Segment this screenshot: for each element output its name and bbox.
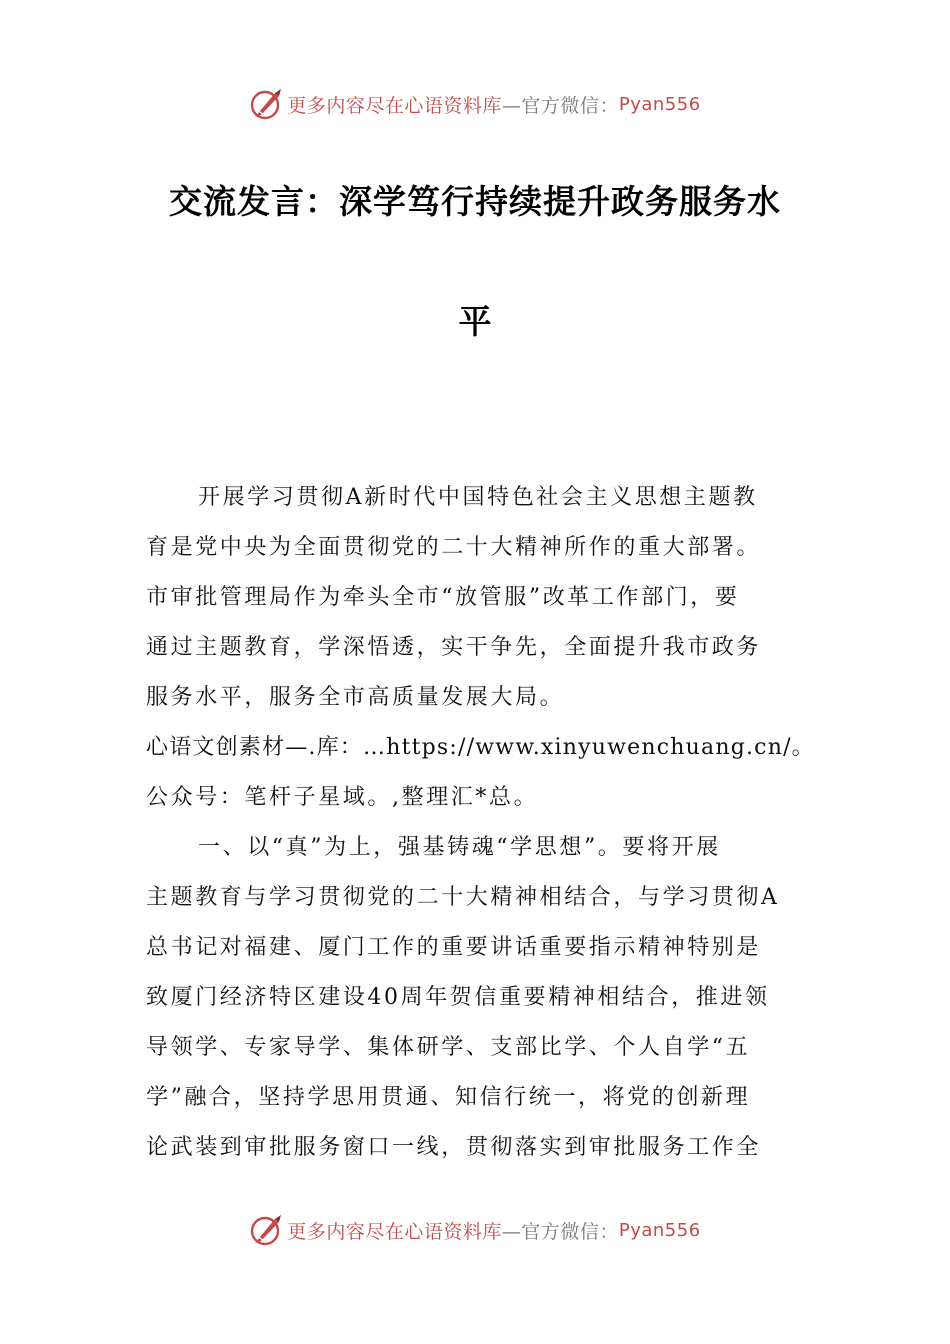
paragraph-line: 一、以“真”为上，强基铸魂“学思想”。要将开展 [198, 835, 721, 860]
quill-pen-logo-icon [249, 87, 283, 121]
footer-watermark [0, 1210, 950, 1250]
paragraph-line: 致厦门经济特区建设40周年贺信重要精神相结合，推进领 [146, 985, 770, 1010]
watermark-wechat-id: Pyan556 [618, 1219, 701, 1241]
paragraph-line: 主题教育与学习贯彻党的二十大精神相结合，与学习贯彻A [146, 885, 780, 910]
watermark-text: 更多内容尽在心语资料库 [287, 1220, 502, 1243]
source-note-line: 公众号：笔杆子星域。,整理汇*总。 [146, 785, 539, 810]
paragraph-line: 导领学、专家导学、集体研学、支部比学、个人自学“五 [146, 1035, 751, 1060]
paragraph-line: 总书记对福建、厦门工作的重要讲话重要指示精神特别是 [146, 935, 762, 960]
document-body [146, 473, 815, 1173]
quill-pen-logo-icon [249, 1213, 283, 1247]
source-note-line: 心语文创素材—.库：…https://www.xinyuwenchuang.cn/。 [146, 735, 815, 760]
paragraph-line: 育是党中央为全面贯彻党的二十大精神所作的重大部署。 [146, 535, 762, 560]
page-title: 交流发言：深学笃行持续提升政务服务水 [169, 182, 781, 221]
paragraph-line: 开展学习贯彻A新时代中国特色社会主义思想主题教 [198, 485, 758, 510]
page-title-continued: 平 [458, 302, 492, 341]
paragraph-line: 学”融合，坚持学思用贯通、知信行统一，将党的创新理 [146, 1085, 751, 1110]
header-watermark [0, 84, 950, 124]
paragraph-line: 服务水平，服务全市高质量发展大局。 [146, 685, 565, 710]
watermark-separator: —官方微信： [501, 1220, 619, 1243]
watermark-text: 更多内容尽在心语资料库 [287, 94, 502, 117]
paragraph-line: 论武装到审批服务窗口一线，贯彻落实到审批服务工作全 [146, 1135, 762, 1160]
paragraph-line: 市审批管理局作为牵头全市“放管服”改革工作部门，要 [146, 585, 740, 610]
paragraph-line: 通过主题教育，学深悟透，实干争先，全面提升我市政务 [146, 635, 762, 660]
watermark-separator: —官方微信： [501, 94, 619, 117]
watermark-wechat-id: Pyan556 [618, 93, 701, 115]
